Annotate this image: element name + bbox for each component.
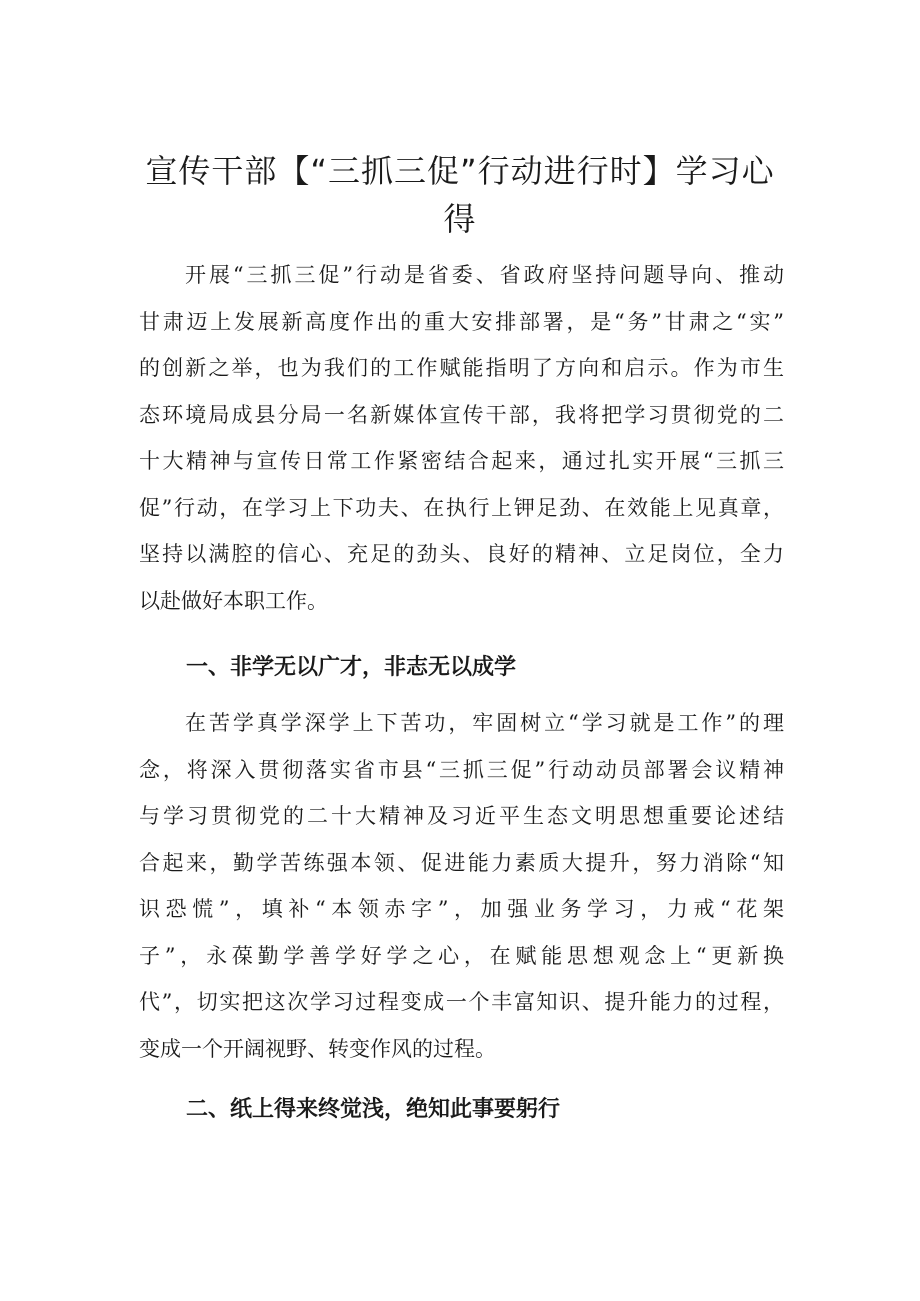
paragraph-line: 子”，永葆勤学善学好学之心，在赋能思想观念上“更新换 [139, 943, 784, 968]
paragraph-intro [139, 252, 784, 624]
paragraph-line: 在苦学真学深学上下苦功，牢固树立“学习就是工作”的理 [185, 711, 784, 735]
paragraph-line: 念，将深入贯彻落实省市县“三抓三促”行动动员部署会议精神 [139, 757, 784, 782]
paragraph-line: 态环境局成县分局一名新媒体宣传干部，我将把学习贯彻党的二 [139, 402, 784, 427]
title-line-2: 得 [443, 200, 477, 239]
paragraph-line: 甘肃迈上发展新高度作出的重大安排部署，是“务”甘肃之“实” [139, 309, 784, 334]
paragraph-line: 与学习贯彻党的二十大精神及习近平生态文明思想重要论述结 [139, 804, 784, 828]
paragraph-line: 十大精神与宣传日常工作紧密结合起来，通过扎实开展“三抓三 [139, 449, 784, 473]
paragraph-line: 促”行动，在学习上下功夫、在执行上钾足劲、在效能上见真章， [139, 495, 784, 520]
paragraph-line: 变成一个开阔视野、转变作风的过程。 [139, 1036, 496, 1061]
paragraph-line: 以赴做好本职工作。 [139, 588, 328, 613]
paragraph-line: 代”，切实把这次学习过程变成一个丰富知识、提升能力的过程， [139, 990, 784, 1014]
paragraph-line: 开展“三抓三促”行动是省委、省政府坚持问题导向、推动 [185, 263, 784, 287]
paragraph-line: 合起来，勤学苦练强本领、促进能力素质大提升，努力消除“知 [139, 850, 784, 875]
document-title [120, 147, 800, 243]
paragraph-line: 的创新之举，也为我们的工作赋能指明了方向和启示。作为市生 [139, 356, 784, 380]
section-heading-1: 一、非学无以广才，非志无以成学 [186, 655, 517, 680]
paragraph-line: 识恐慌”，填补“本领赤字”，加强业务学习，力戒“花架 [139, 897, 784, 921]
paragraph-section-1 [139, 700, 784, 1072]
paragraph-line: 坚持以满腔的信心、充足的劲头、良好的精神、立足岗位，全力 [139, 542, 784, 566]
section-heading-2: 二、纸上得来终觉浅，绝知此事要躬行 [186, 1097, 561, 1122]
title-line-1: 宣传干部【“三抓三促”行动进行时】学习心 [145, 152, 775, 191]
